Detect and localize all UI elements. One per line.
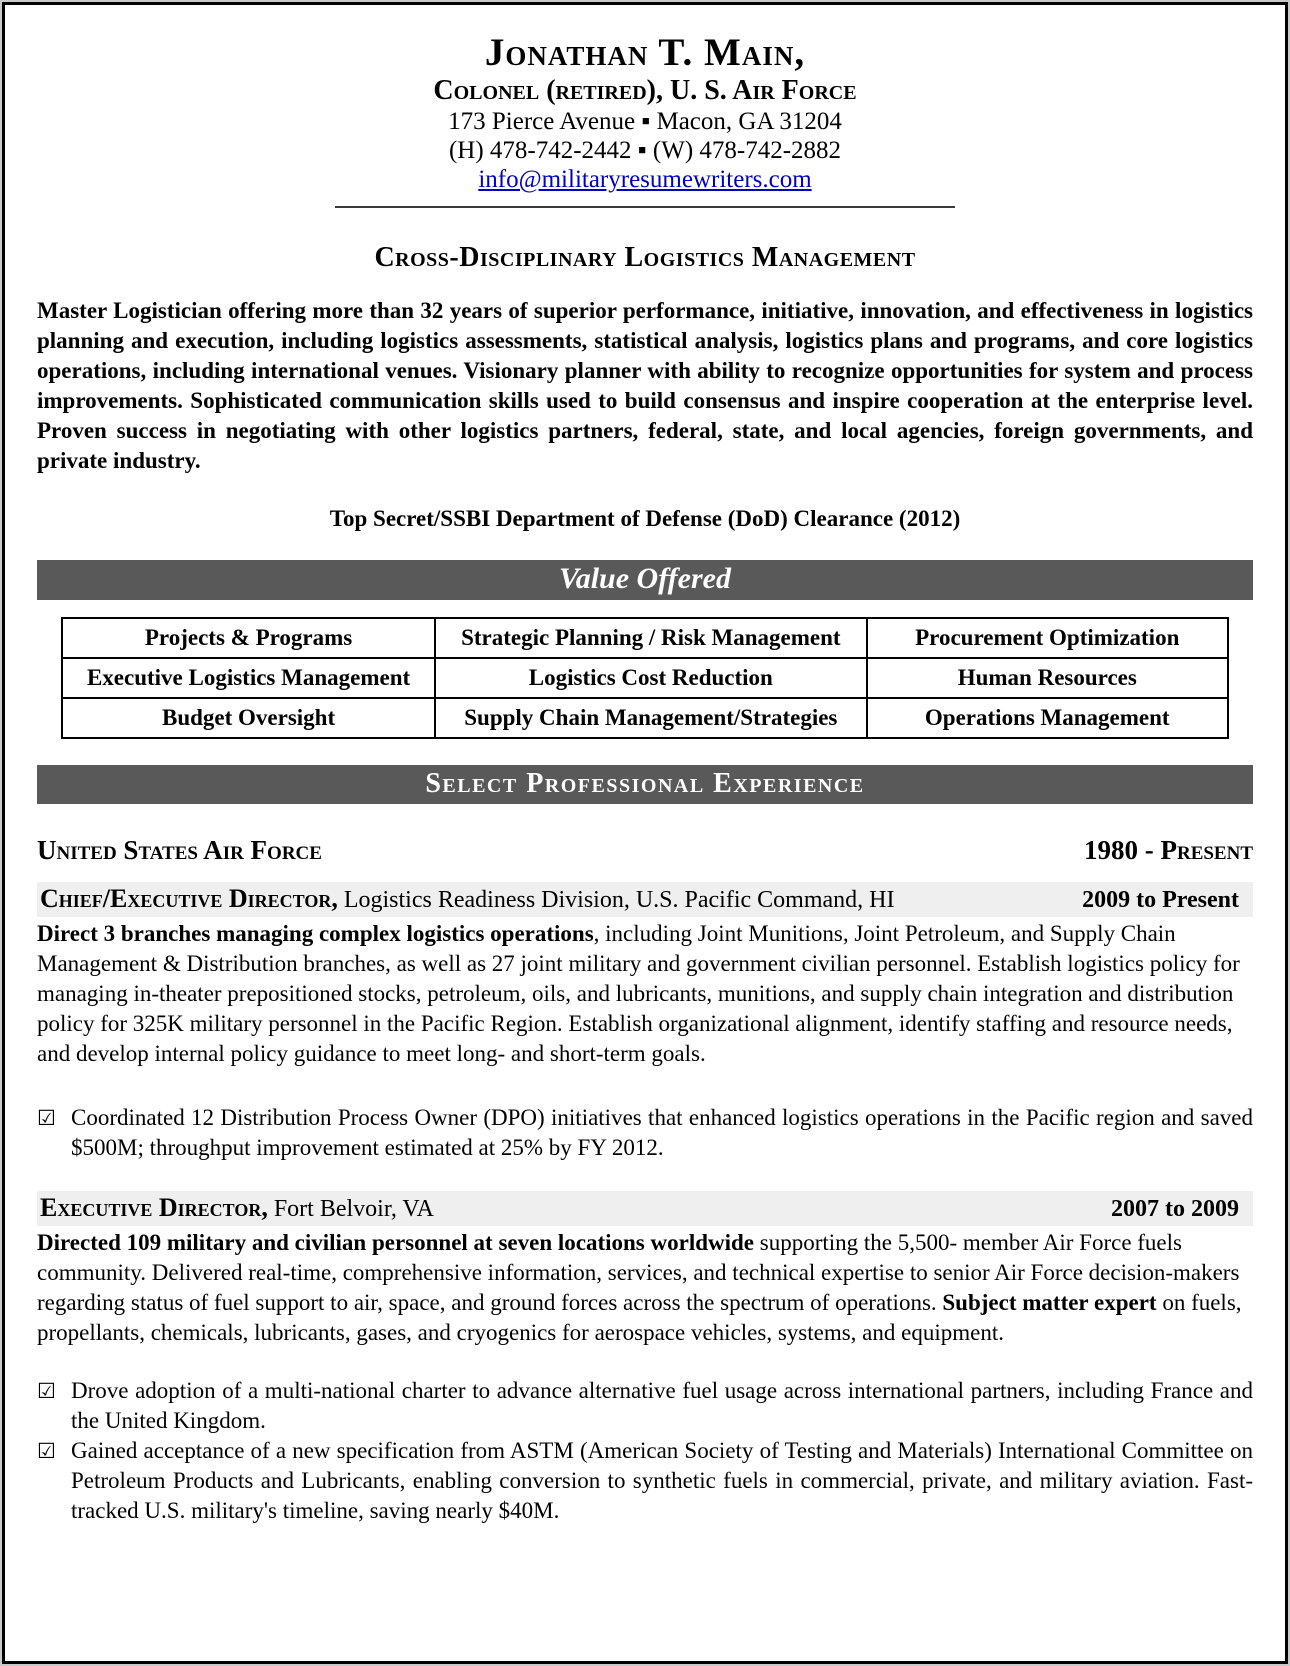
- candidate-email-row: [37, 165, 1253, 194]
- checkbox-bullet-icon: ☑: [37, 1106, 56, 1130]
- job-description-lead: Directed 109 military and civilian personnel at seven locations worldwide: [37, 1230, 755, 1255]
- list-item: [37, 1436, 1253, 1526]
- job-description-body: supporting the 5,500- member Air Force fuels community. Delivered real-time, comprehensive information, services, and technical expertise to senior Air Force decision-makers regarding status of fuel support to air, space, and ground forces across the spectrum of operations.: [37, 1230, 1246, 1315]
- summary-heading: Cross-Disciplinary Logistics Management: [374, 242, 916, 273]
- job-description-body: on fuels, propellants, chemicals, lubricants, gases, and cryogenics for aerospace vehicles, systems, and equipment.: [37, 1290, 1248, 1345]
- candidate-rank-title: Colonel (retired), U. S. Air Force: [433, 75, 857, 106]
- achievement-list: [37, 1103, 1253, 1163]
- table-row: [62, 618, 1228, 658]
- resume-header: [37, 31, 1253, 208]
- value-cell: Budget Oversight: [62, 698, 435, 738]
- job-description: [37, 919, 1253, 1069]
- job-entry: [37, 882, 1253, 1163]
- achievement-list: [37, 1376, 1253, 1526]
- employer-row: [37, 834, 1253, 866]
- job-dates: 2007 to 2009: [1111, 1196, 1239, 1222]
- employer-dates: 1980 - Present: [1083, 835, 1253, 865]
- resume-page: [2, 2, 1288, 1664]
- job-entry: [37, 1191, 1253, 1526]
- experience-banner: [37, 765, 1253, 804]
- email-link[interactable]: info@militaryresumewriters.com: [478, 166, 812, 193]
- job-location: Logistics Readiness Division, U.S. Pacific Command, HI: [337, 887, 895, 913]
- achievement-text: Drove adoption of a multi-national charter to advance alternative fuel usage across international partners, including France and the United Kingdom.: [71, 1378, 1253, 1433]
- employer-name: United States Air Force: [37, 835, 322, 865]
- job-description-lead: Direct 3 branches managing complex logistics operations: [37, 921, 594, 946]
- table-row: [62, 658, 1228, 698]
- candidate-phones: (H) 478-742-2442 ▪ (W) 478-742-2882: [448, 137, 842, 164]
- experience-banner-label: Select Professional Experience: [425, 768, 865, 799]
- value-cell: Supply Chain Management/Strategies: [435, 698, 866, 738]
- job-dates: 2009 to Present: [1082, 887, 1239, 913]
- value-cell: Procurement Optimization: [867, 618, 1228, 658]
- job-description-body: , including Joint Munitions, Joint Petroleum, and Supply Chain Management & Distribution branches, as well as 27 joint military and government civilian personnel. Establish logistics policy for managing in-theater prepositioned stocks, petroleum, oils, and lubricants, munitions, and supply chain integration and distribution policy for 325K military personnel in the Pacific Region. Establish organizational alignment, identify staffing and resource needs, and develop internal policy guidance to meet long- and short-term goals.: [37, 921, 1246, 1066]
- table-row: [62, 698, 1228, 738]
- header-divider: [335, 206, 955, 208]
- value-cell: Operations Management: [867, 698, 1228, 738]
- summary-paragraph: Master Logistician offering more than 32 years of superior performance, initiative, innovation, and effectiveness in logistics planning and execution, including logistics assessments, statistical analysis, logistics plans and programs, and core logistics operations, including international venues. Visionary planner with ability to recognize opportunities for system and process improvements. Sophisticated communication skills used to build consensus and inspire cooperation at the enterprise level. Proven success in negotiating with other logistics partners, federal, state, and local agencies, foreign governments, and private industry.: [37, 298, 1253, 473]
- value-offered-banner-label: Value Offered: [559, 562, 731, 595]
- value-cell: Strategic Planning / Risk Management: [435, 618, 866, 658]
- checkbox-bullet-icon: ☑: [37, 1439, 56, 1463]
- job-title-row: [37, 882, 1253, 917]
- value-cell: Executive Logistics Management: [62, 658, 435, 698]
- achievement-text: Coordinated 12 Distribution Process Owner (DPO) initiatives that enhanced logistics operations in the Pacific region and saved $500M; throughput improvement estimated at 25% by FY 2012.: [71, 1105, 1253, 1160]
- job-title: Executive Director,: [40, 1193, 268, 1222]
- job-description-emphasis: Subject matter expert: [942, 1290, 1157, 1315]
- candidate-address: 173 Pierce Avenue ▪ Macon, GA 31204: [448, 108, 842, 135]
- list-item: [37, 1376, 1253, 1436]
- list-item: [37, 1103, 1253, 1163]
- job-title: Chief/Executive Director,: [40, 884, 338, 913]
- value-cell: Projects & Programs: [62, 618, 435, 658]
- job-location: Fort Belvoir, VA: [267, 1196, 434, 1222]
- value-cell: Logistics Cost Reduction: [435, 658, 866, 698]
- value-cell: Human Resources: [867, 658, 1228, 698]
- job-title-row: [37, 1191, 1253, 1226]
- achievement-text: Gained acceptance of a new specification from ASTM (American Society of Testing and Materials) International Committee on Petroleum Products and Lubricants, enabling conversion to synthetic fuels in commercial, private, and military aviation. Fast-tracked U.S. military's timeline, saving nearly $40M.: [71, 1438, 1253, 1523]
- job-description: [37, 1228, 1253, 1348]
- candidate-name: Jonathan T. Main,: [484, 31, 806, 74]
- value-offered-table: [61, 617, 1229, 739]
- clearance-line: Top Secret/SSBI Department of Defense (DoD) Clearance (2012): [329, 506, 961, 531]
- checkbox-bullet-icon: ☑: [37, 1379, 56, 1403]
- value-offered-banner: [37, 560, 1253, 600]
